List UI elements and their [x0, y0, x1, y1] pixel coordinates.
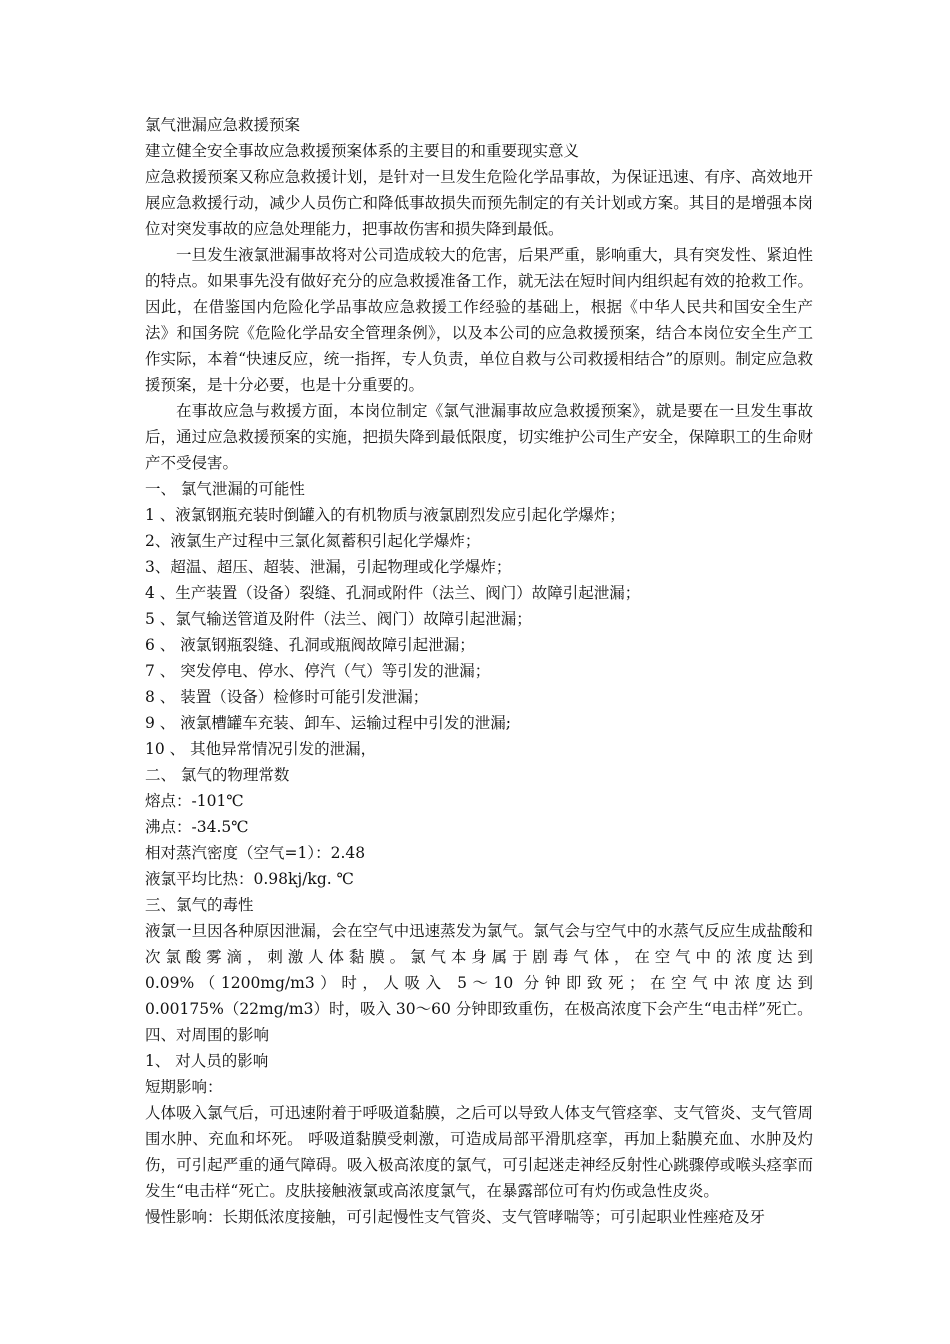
section-heading: 一、 氯气泄漏的可能性 — [145, 480, 305, 498]
list-item: 6 、 液氯钢瓶裂缝、孔洞或瓶阀故障引起泄漏； — [145, 636, 475, 654]
short-term-paragraph: 人体吸入氯气后，可迅速附着于呼吸道黏膜，之后可以导致人体支气管痉挛、支气管炎、支气管周围水肿、充血和坏死。 呼吸道黏膜受刺激，可造成局部平滑肌痉挛，再加上黏膜充血、水肿及灼伤，可引起严重的通气障碍。吸入极高浓度的氯气，可引起迷走神经反射性心跳骤停或喉头痉挛而发生“电击样“死亡。皮肤接触液氯或高浓度氯气，在暴露部位可有灼伤或急性皮炎。 — [145, 1104, 813, 1200]
background-paragraph: 一旦发生液氯泄漏事故将对公司造成较大的危害，后果严重，影响重大，具有突发性、紧迫性的特点。如果事先没有做好充分的应急救援准备工作，就无法在短时间内组织起有效的抢救工作。因此，在借鉴国内危险化学品事故应急救援工作经验的基础上，根据《中华人民共和国安全生产法》和国务院《危险化学品安全管理条例》，以及本公司的应急救援预案，结合本岗位安全生产工作实际，本着“快速反应，统一指挥，专人负责，单位自救与公司救援相结合”的原则。制定应急救援预案，是十分必要，也是十分重要的。 — [145, 246, 813, 394]
list-item: 熔点：-101℃ — [145, 792, 244, 810]
section-heading: 二、 氯气的物理常数 — [145, 766, 290, 784]
document-title: 氯气泄漏应急救援预案 — [145, 116, 301, 134]
list-item: 4 、生产装置（设备）裂缝、孔洞或附件（法兰、阀门）故障引起泄漏； — [145, 584, 641, 602]
physical-constants-list — [145, 788, 813, 892]
section-heading: 四、对周围的影响 — [145, 1026, 270, 1044]
list-item: 沸点：-34.5℃ — [145, 818, 249, 836]
list-item: 7 、 突发停电、停水、停汽（气）等引发的泄漏； — [145, 662, 491, 680]
list-item: 8 、 装置（设备）检修时可能引发泄漏； — [145, 688, 429, 706]
list-item: 3、超温、超压、超装、泄漏，引起物理或化学爆炸； — [145, 558, 512, 576]
purpose-paragraph: 在事故应急与救援方面，本岗位制定《氯气泄漏事故应急救援预案》，就是要在一旦发生事故后，通过应急救援预案的实施，把损失降到最低限度，切实维护公司生产安全，保障职工的生命财产不受侵害。 — [145, 402, 813, 472]
list-item: 1 、液氯钢瓶充装时倒罐入的有机物质与液氯剧烈发应引起化学爆炸； — [145, 506, 625, 524]
intro-paragraph: 应急救援预案又称应急救援计划，是针对一旦发生危险化学品事故，为保证迅速、有序、高效地开展应急救援行动，减少人员伤亡和降低事故损失而预先制定的有关计划或方案。其目的是增强本岗位对突发事故的应急处理能力，把事故伤害和损失降到最低。 — [145, 168, 813, 238]
leak-causes-list — [145, 502, 813, 762]
document-subtitle: 建立健全安全事故应急救援预案体系的主要目的和重要现实意义 — [145, 142, 580, 160]
document-page — [145, 112, 813, 1230]
list-item: 2、液氯生产过程中三氯化氮蓄积引起化学爆炸； — [145, 532, 481, 550]
subsection-heading: 1、 对人员的影响 — [145, 1052, 269, 1070]
list-item: 9 、 液氯槽罐车充装、卸车、运输过程中引发的泄漏; — [145, 714, 511, 732]
chronic-effects-paragraph: 慢性影响：长期低浓度接触，可引起慢性支气管炎、支气管哮喘等；可引起职业性痤疮及牙 — [145, 1208, 766, 1226]
short-term-label: 短期影响： — [145, 1078, 223, 1096]
section-heading: 三、氯气的毒性 — [145, 896, 254, 914]
list-item: 10 、 其他异常情况引发的泄漏， — [145, 740, 377, 758]
list-item: 液氯平均比热：0.98kj/kg. ℃ — [145, 870, 354, 888]
toxicity-paragraph: 液氯一旦因各种原因泄漏，会在空气中迅速蒸发为氯气。氯气会与空气中的水蒸气反应生成盐酸和次氯酸雾滴，刺激人体黏膜。氯气本身属于剧毒气体，在空气中的浓度达到 0.09%（1200mg/m3）时，人吸入 5～10 分钟即致死；在空气中浓度达到 0.00175%（22mg/m3）时，吸入 30～60 分钟即致重伤，在极高浓度下会产生“电击样”死亡。 — [145, 922, 813, 1018]
list-item: 5 、氯气输送管道及附件（法兰、阀门）故障引起泄漏； — [145, 610, 532, 628]
list-item: 相对蒸汽密度（空气=1）：2.48 — [145, 844, 366, 862]
